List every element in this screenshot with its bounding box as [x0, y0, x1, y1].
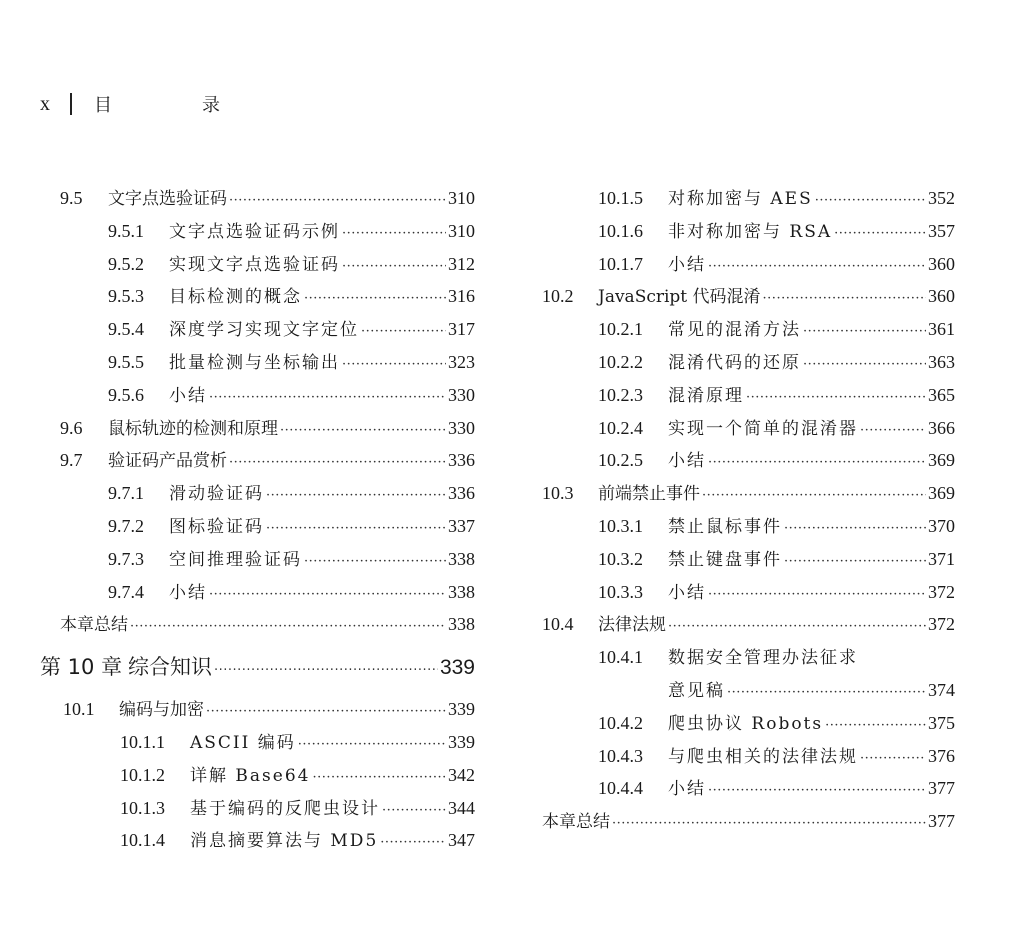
toc-entry-title: 法律法规: [598, 615, 666, 636]
toc-leader-dots: [746, 382, 926, 415]
toc-entry-page: 317: [448, 319, 475, 340]
toc-entry-title: 小结: [668, 451, 706, 472]
toc-entry[interactable]: [542, 772, 955, 805]
toc-entry-title: 详解 Base64: [190, 765, 311, 786]
toc-entry-title: 深度学习实现文字定位: [169, 320, 359, 341]
toc-entry-title: 小结: [668, 582, 706, 603]
toc-leader-dots: [763, 283, 926, 316]
toc-entry-number: 9.6: [60, 417, 83, 438]
toc-chapter[interactable]: [40, 641, 475, 693]
toc-entry-page: 330: [448, 417, 475, 438]
toc-entry-number: 9.7.3: [108, 548, 144, 569]
toc-entry[interactable]: [60, 182, 475, 215]
toc-leader-dots: [209, 579, 446, 612]
toc-entry-number: 9.5.3: [108, 286, 144, 307]
page-header: [40, 90, 256, 118]
toc-entry-continuation: [542, 674, 955, 707]
toc-entry[interactable]: [60, 280, 475, 313]
toc-entry-number: 10.4.4: [598, 778, 643, 799]
toc-leader-dots: [708, 251, 926, 284]
toc-leader-dots: [361, 316, 446, 349]
toc-entry-title: 小结: [668, 254, 706, 275]
toc-entry-title: 基于编码的反爬虫设计: [190, 798, 380, 819]
toc-entry-title: 禁止鼠标事件: [668, 516, 782, 537]
toc-leader-dots: [382, 795, 446, 828]
toc-entry-page: 336: [448, 483, 475, 504]
toc-leader-dots: [815, 185, 926, 218]
toc-entry-number: 10.2.1: [598, 319, 643, 340]
toc-entry[interactable]: [542, 477, 955, 510]
toc-entry-number: 9.7.1: [108, 483, 144, 504]
toc-entry[interactable]: [60, 346, 475, 379]
toc-entry-title: 本章总结: [60, 615, 128, 636]
toc-leader-dots: [280, 415, 446, 448]
toc-leader-dots: [803, 316, 926, 349]
toc-entry-number: 10.1.6: [598, 220, 643, 241]
toc-entry[interactable]: [60, 510, 475, 543]
toc-entry-page: 375: [928, 712, 955, 733]
toc-entry[interactable]: [60, 792, 475, 825]
toc-entry-page: 338: [448, 614, 475, 635]
toc-entry-number: 10.3.3: [598, 581, 643, 602]
toc-entry-page: 369: [928, 483, 955, 504]
toc-entry[interactable]: [542, 313, 955, 346]
toc-entry-page: 339: [439, 656, 475, 680]
toc-entry-title: JavaScript 代码混淆: [598, 287, 761, 308]
toc-entry[interactable]: [542, 182, 955, 215]
toc-entry-number: 9.7.4: [108, 581, 144, 602]
toc-entry-page: 342: [448, 764, 475, 785]
toc-entry[interactable]: [542, 379, 955, 412]
toc-entry[interactable]: [542, 740, 955, 773]
toc-leader-dots: [708, 775, 926, 808]
toc-leader-dots: [668, 611, 926, 644]
toc-entry[interactable]: [542, 444, 955, 477]
toc-entry-title: ASCII 编码: [190, 732, 296, 753]
toc-entry[interactable]: [60, 759, 475, 792]
toc-leader-dots: [266, 480, 446, 513]
toc-entry-title: 文字点选验证码: [108, 189, 227, 209]
toc-entry-number: 9.5: [60, 188, 83, 208]
toc-leader-dots: [860, 415, 926, 448]
toc-entry[interactable]: [60, 444, 475, 477]
toc-entry[interactable]: [60, 693, 475, 726]
toc-entry[interactable]: [542, 641, 955, 674]
toc-leader-dots: [130, 611, 446, 644]
toc-entry-number: 10.3: [542, 483, 574, 504]
toc-leader-dots: [380, 827, 446, 860]
toc-entry-page: 361: [928, 319, 955, 340]
toc-entry-page: 360: [928, 286, 955, 307]
toc-leader-dots: [229, 447, 446, 480]
toc-entry[interactable]: [60, 477, 475, 510]
toc-entry[interactable]: [60, 576, 475, 609]
toc-entry-title: 爬虫协议 Robots: [668, 713, 824, 734]
toc-left-column: [40, 182, 475, 857]
toc-entry-page: 339: [448, 731, 475, 752]
toc-entry-title: 编码与加密: [119, 700, 204, 721]
toc-entry-title: 禁止键盘事件: [668, 549, 782, 570]
toc-entry-title: 图标验证码: [169, 516, 264, 537]
toc-entry-page: 360: [928, 253, 955, 274]
toc-entry-title: 文字点选验证码示例: [169, 221, 340, 242]
toc-entry-title: 小结: [668, 779, 706, 800]
toc-entry-title: 常见的混淆方法: [668, 320, 801, 341]
toc-entry-title: 批量检测与坐标输出: [169, 352, 340, 373]
toc-entry-number: 10.2.2: [598, 351, 643, 372]
toc-entry-number: 10.1.3: [120, 797, 165, 818]
toc-leader-dots: [702, 480, 926, 513]
toc-entry-page: 336: [448, 450, 475, 471]
toc-leader-dots: [304, 283, 446, 316]
toc-leader-dots: [214, 645, 438, 697]
toc-entry[interactable]: [60, 412, 475, 445]
toc-leader-dots: [784, 513, 926, 546]
toc-entry-number: 10.1.5: [598, 188, 643, 208]
toc-entry[interactable]: [60, 313, 475, 346]
toc-entry-title: 鼠标轨迹的检测和原理: [108, 418, 278, 439]
toc-entry-page: 370: [928, 515, 955, 536]
toc-entry-page: 372: [928, 581, 955, 602]
toc-entry-number: 第 10 章: [40, 655, 123, 680]
toc-entry-page: 369: [928, 450, 955, 471]
toc-entry-title: 实现文字点选验证码: [169, 254, 340, 275]
toc-leader-dots: [304, 546, 446, 579]
toc-entry-page: 330: [448, 384, 475, 405]
toc-entry[interactable]: [542, 280, 955, 313]
toc-entry-number: 10.2: [542, 286, 574, 307]
toc-leader-dots: [312, 762, 446, 795]
header-title: 目 录: [94, 95, 256, 116]
toc-entry-page: 344: [448, 797, 475, 818]
toc-entry[interactable]: [60, 824, 475, 857]
toc-entry-title: 小结: [169, 385, 207, 406]
toc-entry-page: 377: [928, 811, 955, 832]
toc-entry-number: 10.3.2: [598, 548, 643, 569]
toc-entry[interactable]: [60, 248, 475, 281]
toc-entry-page: 347: [448, 830, 475, 851]
toc-entry[interactable]: [60, 608, 475, 641]
toc-entry-number: 9.5.1: [108, 220, 144, 241]
toc-entry[interactable]: [60, 215, 475, 248]
toc-entry-page: 376: [928, 745, 955, 766]
toc-entry-title: 非对称加密与 RSA: [668, 221, 833, 242]
toc-entry-title: 混淆原理: [668, 385, 744, 406]
toc-entry-number: 10.4: [542, 614, 574, 635]
toc-leader-dots: [266, 513, 446, 546]
toc-entry-page: 310: [448, 188, 475, 208]
toc-entry-title: 对称加密与 AES: [668, 189, 813, 209]
toc-entry-page: 374: [928, 679, 955, 700]
toc-leader-dots: [803, 349, 926, 382]
toc-entry-number: 9.5.4: [108, 319, 144, 340]
toc-leader-dots: [206, 696, 446, 729]
toc-entry-page: 339: [448, 699, 475, 720]
toc-leader-dots: [342, 349, 446, 382]
toc-entry[interactable]: [542, 576, 955, 609]
toc-entry-title: 本章总结: [542, 812, 610, 833]
toc-entry-title: 实现一个简单的混淆器: [668, 418, 858, 439]
toc-leader-dots: [784, 546, 926, 579]
toc-entry[interactable]: [542, 707, 955, 740]
toc-entry[interactable]: [60, 379, 475, 412]
toc-entry[interactable]: [542, 608, 955, 641]
toc-entry-number: 10.1.4: [120, 830, 165, 851]
toc-entry-number: 9.5.2: [108, 253, 144, 274]
toc-entry-number: 9.5.5: [108, 351, 144, 372]
toc-entry-title: 消息摘要算法与 MD5: [190, 831, 379, 852]
toc-entry-title: 小结: [169, 582, 207, 603]
toc-leader-dots: [342, 251, 446, 284]
toc-entry-page: 316: [448, 286, 475, 307]
toc-entry-number: 10.3.1: [598, 515, 643, 536]
toc-entry-page: 377: [928, 778, 955, 799]
toc-entry[interactable]: [60, 726, 475, 759]
toc-leader-dots: [612, 808, 926, 841]
toc-entry-title: 滑动验证码: [169, 484, 264, 505]
toc-leader-dots: [825, 710, 926, 743]
toc-entry-title: 混淆代码的还原: [668, 352, 801, 373]
toc-entry-number: 10.2.3: [598, 384, 643, 405]
page-number: x: [40, 92, 50, 115]
toc-leader-dots: [708, 579, 926, 612]
toc-entry-page: 312: [448, 253, 475, 274]
toc-entry-title-cont: 意见稿: [668, 680, 725, 701]
toc-entry-number: 9.7: [60, 450, 83, 471]
toc-entry-number: 10.4.1: [598, 647, 643, 668]
toc-entry-number: 9.7.2: [108, 515, 144, 536]
toc-entry-page: 363: [928, 351, 955, 372]
toc-entry-page: 352: [928, 188, 955, 208]
toc-entry-number: 9.5.6: [108, 384, 144, 405]
toc-entry[interactable]: [542, 248, 955, 281]
toc-leader-dots: [209, 382, 446, 415]
toc-entry-page: 365: [928, 384, 955, 405]
toc-entry-number: 10.1.1: [120, 731, 165, 752]
toc-leader-dots: [342, 218, 446, 251]
toc-entry[interactable]: [542, 215, 955, 248]
toc-entry[interactable]: [542, 510, 955, 543]
toc-entry-title: 空间推理验证码: [169, 549, 302, 570]
toc-entry-number: 10.2.5: [598, 450, 643, 471]
toc-entry-title: 数据安全管理办法征求: [668, 648, 858, 669]
toc-entry[interactable]: [542, 346, 955, 379]
toc-entry-number: 10.1.2: [120, 764, 165, 785]
toc-entry-page: 357: [928, 220, 955, 241]
toc-entry-title: 前端禁止事件: [598, 484, 700, 505]
toc-entry-page: 372: [928, 614, 955, 635]
toc-entry[interactable]: [542, 543, 955, 576]
toc-entry-page: 366: [928, 417, 955, 438]
toc-entry-title: 综合知识: [128, 655, 212, 680]
toc-leader-dots: [298, 729, 446, 762]
toc-entry-number: 10.2.4: [598, 417, 643, 438]
toc-leader-dots: [834, 218, 926, 251]
toc-entry-page: 323: [448, 351, 475, 372]
toc-entry-number: 10.4.2: [598, 712, 643, 733]
toc-entry-title: 与爬虫相关的法律法规: [668, 746, 858, 767]
toc-entry-page: 338: [448, 548, 475, 569]
header-divider: [70, 93, 72, 115]
toc-entry-title: 目标检测的概念: [169, 287, 302, 308]
toc-entry-number: 10.4.3: [598, 745, 643, 766]
toc-entry-page: 337: [448, 515, 475, 536]
toc-entry[interactable]: [60, 543, 475, 576]
toc-entry-title: 验证码产品赏析: [108, 451, 227, 472]
toc-entry-page: 310: [448, 220, 475, 241]
toc-leader-dots: [708, 447, 926, 480]
toc-right-column: [542, 182, 955, 838]
toc-entry[interactable]: [542, 412, 955, 445]
toc-entry-number: 10.1: [63, 699, 95, 720]
toc-entry-page: 338: [448, 581, 475, 602]
toc-entry[interactable]: [542, 805, 955, 838]
toc-leader-dots: [860, 743, 926, 776]
toc-leader-dots: [229, 185, 446, 218]
toc-entry-page: 371: [928, 548, 955, 569]
toc-leader-dots: [727, 677, 926, 710]
toc-entry-number: 10.1.7: [598, 253, 643, 274]
